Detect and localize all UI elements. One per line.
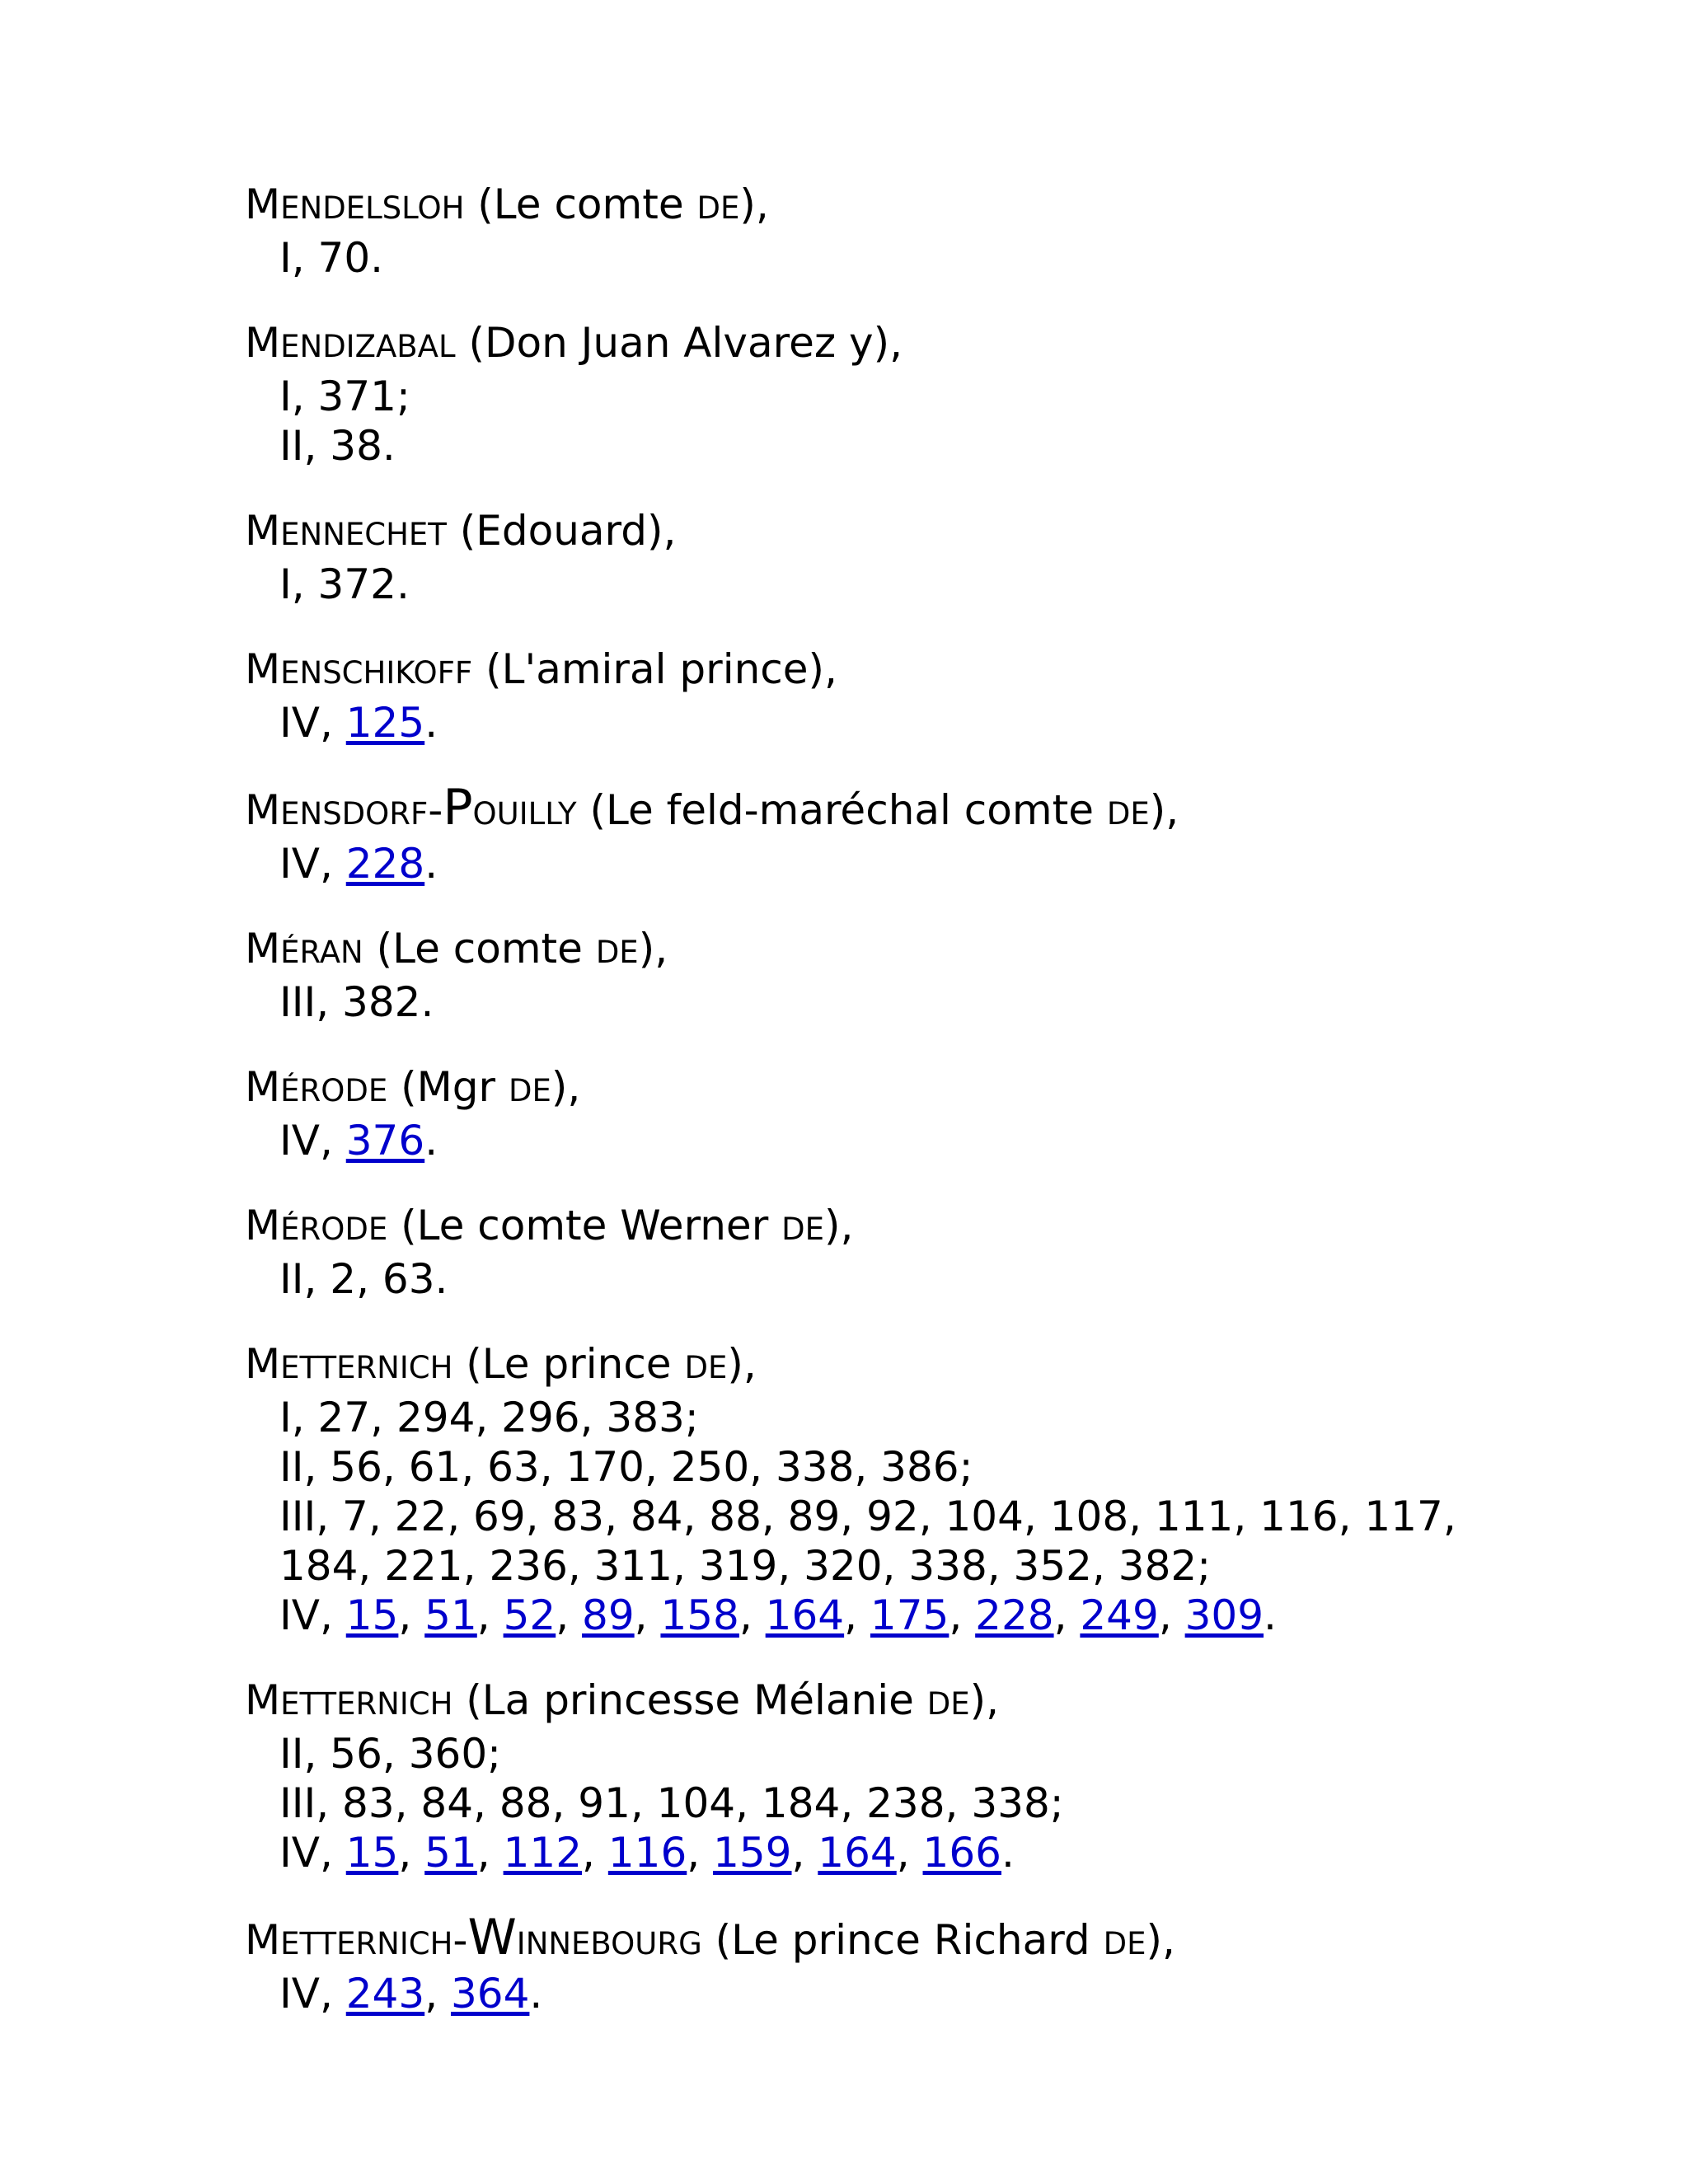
page-reference-line xyxy=(279,421,1481,471)
page-link[interactable]: 309 xyxy=(1184,1591,1264,1639)
reference-text: IV, xyxy=(279,1117,346,1165)
heading-small-caps: ENSCHIKOFF xyxy=(280,655,473,691)
entry-heading xyxy=(245,1062,1481,1116)
entry-heading xyxy=(245,180,1481,233)
reference-text: . xyxy=(424,1117,438,1165)
heading-small-caps: M xyxy=(245,1916,281,1964)
heading-text: ), xyxy=(727,1340,757,1388)
heading-small-caps: M xyxy=(245,786,281,834)
page-reference-line xyxy=(279,1541,1481,1591)
index-entry xyxy=(245,1201,1481,1304)
reference-text: , xyxy=(896,1829,923,1877)
reference-text: , xyxy=(687,1829,714,1877)
reference-text: , xyxy=(844,1591,870,1639)
index-entry xyxy=(245,644,1481,748)
entry-heading xyxy=(245,506,1481,560)
reference-text: I, 372. xyxy=(279,560,410,608)
page-reference-line xyxy=(279,560,1481,609)
entry-heading xyxy=(245,1675,1481,1729)
page-link[interactable]: 159 xyxy=(713,1829,792,1877)
page-link[interactable]: 164 xyxy=(818,1829,897,1877)
index-entry xyxy=(245,924,1481,1027)
heading-text: (Le comte xyxy=(464,180,697,228)
page-reference-line xyxy=(279,698,1481,748)
entry-heading xyxy=(245,644,1481,698)
reference-text: II, 56, 360; xyxy=(279,1730,501,1778)
reference-text: . xyxy=(1264,1591,1277,1639)
page-link[interactable]: 228 xyxy=(345,840,425,888)
heading-small-caps: P xyxy=(443,779,473,837)
reference-text: IV, xyxy=(279,1829,346,1877)
heading-text: (L'amiral prince), xyxy=(472,645,837,693)
reference-text: II, 56, 61, 63, 170, 250, 338, 386; xyxy=(279,1443,973,1491)
page-reference-line xyxy=(279,233,1481,283)
heading-small-caps: ETTERNICH xyxy=(280,1926,453,1961)
reference-text: , xyxy=(949,1591,976,1639)
reference-text: I, 70. xyxy=(279,234,384,282)
page-link[interactable]: 158 xyxy=(660,1591,739,1639)
index-entry xyxy=(245,779,1481,888)
reference-text: . xyxy=(424,699,438,747)
heading-text: ), xyxy=(824,1202,854,1249)
heading-text: (Mgr xyxy=(387,1063,509,1111)
reference-text: I, 27, 294, 296, 383; xyxy=(279,1394,699,1441)
heading-small-caps: ETTERNICH xyxy=(280,1686,453,1722)
heading-small-caps: ÉRAN xyxy=(280,935,363,970)
heading-small-caps: ÉRODE xyxy=(280,1212,388,1247)
entry-heading xyxy=(245,1201,1481,1254)
reference-text: . xyxy=(424,840,438,888)
entry-heading xyxy=(245,318,1481,372)
heading-small-caps: DE xyxy=(696,190,740,226)
page-reference-line xyxy=(279,1969,1481,2018)
reference-text: III, 83, 84, 88, 91, 104, 184, 238, 338; xyxy=(279,1779,1064,1827)
heading-small-caps: M xyxy=(245,925,281,972)
entry-heading xyxy=(245,924,1481,977)
page-reference-line xyxy=(279,1779,1481,1828)
page-reference-line xyxy=(279,1442,1481,1492)
heading-small-caps: DE xyxy=(508,1073,551,1108)
entry-heading xyxy=(245,779,1481,839)
index-entry xyxy=(245,1339,1481,1640)
reference-text: II, 38. xyxy=(279,422,396,470)
index-list xyxy=(245,180,1481,2054)
page-link[interactable]: 175 xyxy=(870,1591,950,1639)
reference-text: , xyxy=(634,1591,661,1639)
reference-text: , xyxy=(582,1829,608,1877)
heading-small-caps: ÉRODE xyxy=(280,1073,388,1108)
heading-small-caps: M xyxy=(245,645,281,693)
heading-small-caps: M xyxy=(245,1063,281,1111)
heading-small-caps: M xyxy=(245,319,281,367)
page-link[interactable]: 15 xyxy=(345,1591,399,1639)
heading-text: (Don Juan Alvarez y), xyxy=(455,319,903,367)
heading-small-caps: M xyxy=(245,1676,281,1724)
index-entry xyxy=(245,318,1481,471)
reference-text: , xyxy=(1053,1591,1081,1639)
reference-text: , xyxy=(556,1591,583,1639)
heading-text: - xyxy=(428,786,443,834)
page-link[interactable]: 243 xyxy=(345,1970,425,2018)
page-reference-line xyxy=(279,1393,1481,1442)
page-reference-line xyxy=(279,839,1481,888)
page-link[interactable]: 52 xyxy=(503,1591,556,1639)
heading-small-caps: DE xyxy=(781,1212,825,1247)
heading-small-caps: DE xyxy=(1106,796,1150,832)
reference-text: , xyxy=(398,1829,425,1877)
page-reference-line xyxy=(279,372,1481,421)
heading-text: (Le comte xyxy=(363,925,596,972)
reference-text: IV, xyxy=(279,840,346,888)
page-link[interactable]: 376 xyxy=(345,1117,425,1165)
reference-text: , xyxy=(476,1829,504,1877)
reference-text: IV, xyxy=(279,699,346,747)
heading-text: (Le prince Richard xyxy=(701,1916,1104,1964)
heading-small-caps: M xyxy=(245,507,281,555)
page-reference-line xyxy=(279,1591,1481,1640)
reference-text: . xyxy=(1001,1829,1015,1877)
heading-small-caps: OUILLY xyxy=(472,796,577,832)
heading-text: (Le feld-maréchal comte xyxy=(576,786,1107,834)
heading-small-caps: M xyxy=(245,180,281,228)
page-reference-line xyxy=(279,1828,1481,1877)
heading-small-caps: M xyxy=(245,1202,281,1249)
reference-text: , xyxy=(398,1591,425,1639)
heading-small-caps: ENNECHET xyxy=(280,517,447,552)
heading-small-caps: DE xyxy=(1103,1926,1146,1961)
reference-text: , xyxy=(791,1829,818,1877)
heading-text: ), xyxy=(1149,786,1179,834)
page-link[interactable]: 51 xyxy=(424,1591,477,1639)
page-link[interactable]: 164 xyxy=(765,1591,845,1639)
reference-text: IV, xyxy=(279,1970,346,2018)
heading-small-caps: DE xyxy=(684,1350,728,1385)
heading-text: - xyxy=(452,1916,468,1964)
reference-text: , xyxy=(476,1591,504,1639)
index-entry xyxy=(245,1062,1481,1165)
heading-text: (Le prince xyxy=(452,1340,685,1388)
heading-text: (Edouard), xyxy=(446,507,677,555)
heading-text: ), xyxy=(739,180,769,228)
entry-heading xyxy=(245,1339,1481,1393)
page-reference-line xyxy=(279,1116,1481,1165)
heading-small-caps: M xyxy=(245,1340,281,1388)
page-reference-line xyxy=(279,1254,1481,1304)
heading-small-caps: ENDIZABAL xyxy=(280,329,456,364)
reference-text: IV, xyxy=(279,1591,346,1639)
heading-text: (La princesse Mélanie xyxy=(452,1676,927,1724)
page-reference-line xyxy=(279,977,1481,1027)
page-link[interactable]: 51 xyxy=(424,1829,477,1877)
heading-small-caps: W xyxy=(467,1909,517,1966)
page-link[interactable]: 249 xyxy=(1080,1591,1159,1639)
reference-text: III, 7, 22, 69, 83, 84, 88, 89, 92, 104, 108, 111, 116, 117, xyxy=(279,1493,1456,1540)
page-link[interactable]: 116 xyxy=(607,1829,687,1877)
heading-small-caps: ENSDORF xyxy=(280,796,429,832)
heading-text: ), xyxy=(551,1063,581,1111)
page-link[interactable]: 112 xyxy=(503,1829,583,1877)
heading-small-caps: ENDELSLOH xyxy=(280,190,465,226)
heading-text: ), xyxy=(1146,1916,1175,1964)
reference-text: II, 2, 63. xyxy=(279,1255,448,1303)
page-link[interactable]: 15 xyxy=(345,1829,399,1877)
index-entry xyxy=(245,1675,1481,1877)
heading-text: (Le comte Werner xyxy=(387,1202,782,1249)
reference-text: III, 382. xyxy=(279,978,434,1026)
heading-small-caps: INNEBOURG xyxy=(516,1926,702,1961)
page-link[interactable]: 228 xyxy=(975,1591,1054,1639)
page-link[interactable]: 125 xyxy=(345,699,425,747)
page-reference-line xyxy=(279,1729,1481,1779)
page-reference-line xyxy=(279,1492,1481,1541)
page-link[interactable]: 166 xyxy=(922,1829,1001,1877)
index-entry xyxy=(245,180,1481,283)
reference-text: , xyxy=(1158,1591,1185,1639)
heading-small-caps: DE xyxy=(595,935,639,970)
heading-small-caps: ETTERNICH xyxy=(280,1350,453,1385)
reference-text: . xyxy=(529,1970,543,2018)
reference-text: 184, 221, 236, 311, 319, 320, 338, 352, 382; xyxy=(279,1542,1212,1590)
heading-text: ), xyxy=(638,925,668,972)
index-entry xyxy=(245,506,1481,609)
entry-heading xyxy=(245,1909,1481,1969)
heading-text: ), xyxy=(969,1676,1000,1724)
page-link[interactable]: 364 xyxy=(450,1970,530,2018)
reference-text: , xyxy=(738,1591,766,1639)
heading-small-caps: DE xyxy=(926,1686,970,1722)
index-entry xyxy=(245,1909,1481,2018)
reference-text: I, 371; xyxy=(279,373,410,420)
page-link[interactable]: 89 xyxy=(582,1591,635,1639)
reference-text: , xyxy=(424,1970,451,2018)
